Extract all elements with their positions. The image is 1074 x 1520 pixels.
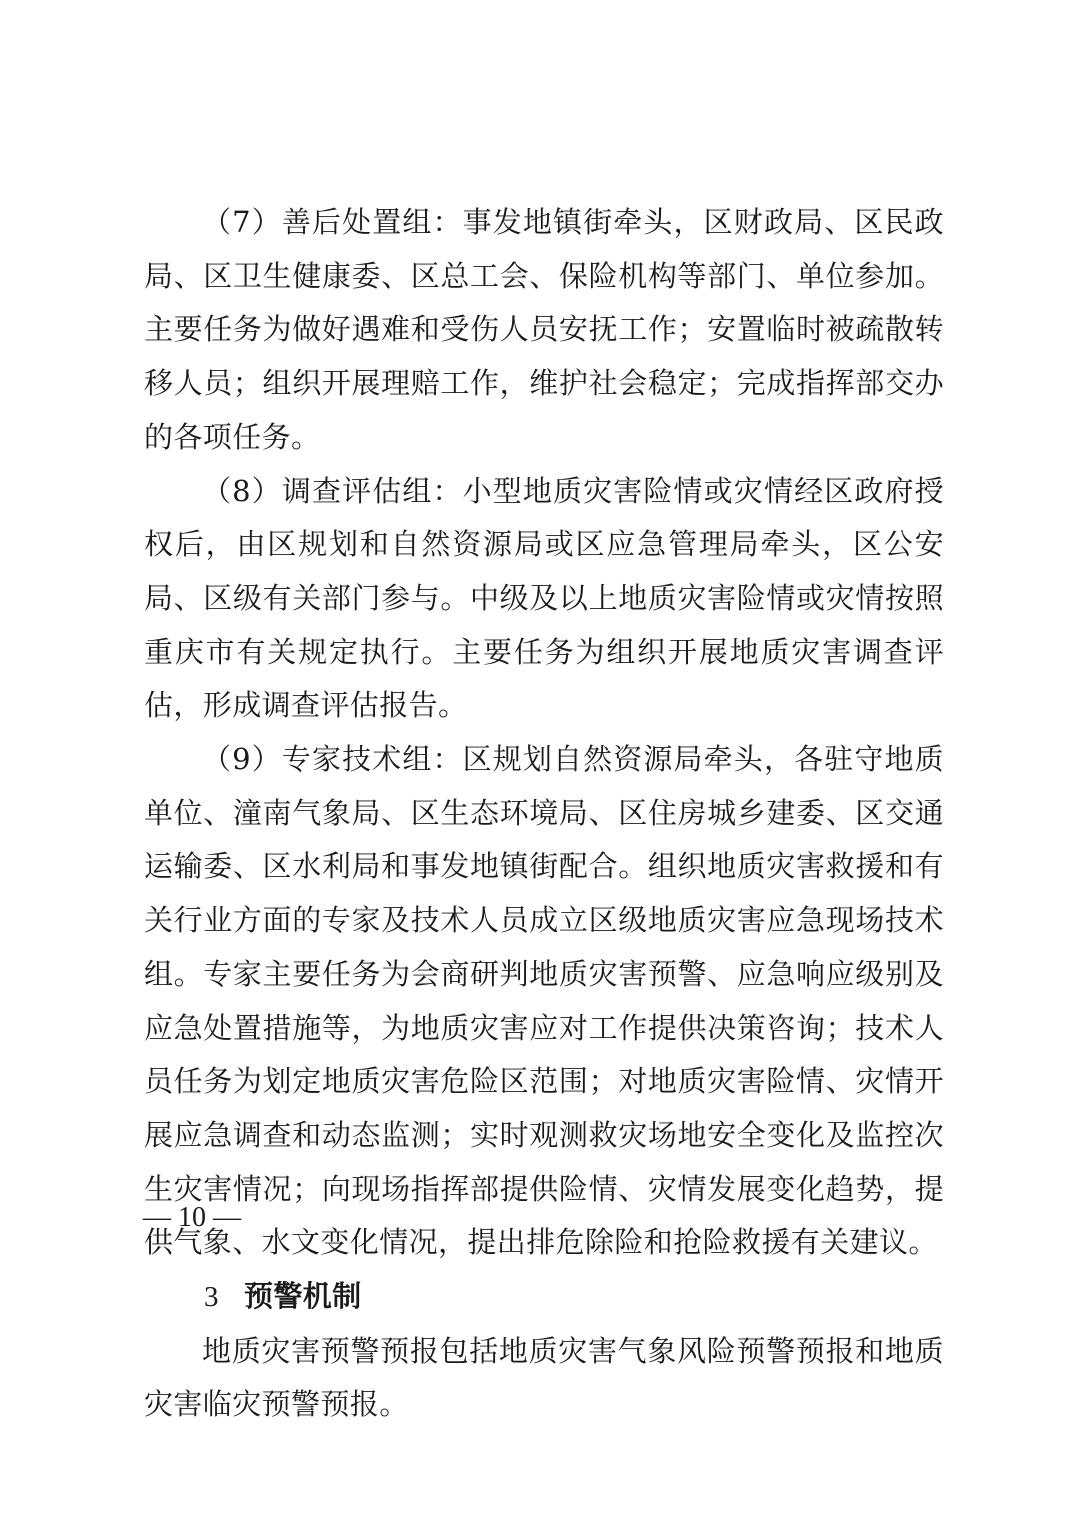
- paragraph-aftermath-group: （7）善后处置组：事发地镇街牵头，区财政局、区民政局、区卫生健康委、区总工会、保险机构等部门、单位参加。主要任务为做好遇难和受伤人员安抚工作；安置临时被疏散转移人员；组织开展理赔工作，维护社会稳定；完成指挥部交办的各项任务。: [144, 205, 944, 454]
- paragraph-investigation-group: （8）调查评估组：小型地质灾害险情或灾情经区政府授权后，由区规划和自然资源局或区应急管理局牵头，区公安局、区级有关部门参与。中级及以上地质灾害险情或灾情按照重庆市有关规定执行。主要任务为组织开展地质灾害调查评估，形成调查评估报告。: [144, 473, 944, 723]
- paragraph-warning-mechanism: 地质灾害预警预报包括地质灾害气象风险预警预报和地质灾害临灾预警预报。: [144, 1333, 944, 1422]
- section-number: 3: [204, 1281, 219, 1314]
- section-heading: [144, 1270, 944, 1325]
- section-title: 预警机制: [244, 1279, 362, 1314]
- page-number: — 10 —: [143, 1202, 241, 1233]
- document-body: [144, 196, 944, 1432]
- paragraph-expert-group: （9）专家技术组：区规划自然资源局牵头，各驻守地质单位、潼南气象局、区生态环境局、区住房城乡建委、区交通运输委、区水利局和事发地镇街配合。组织地质灾害救援和有关行业方面的专家及技术人员成立区级地质灾害应急现场技术组。专家主要任务为会商研判地质灾害预警、应急响应级别及应急处置措施等，为地质灾害应对工作提供决策咨询；技术人员任务为划定地质灾害危险区范围；对地质灾害险情、灾情开展应急调查和动态监测；实时观测救灾场地安全变化及监控次生灾害情况；向现场指挥部提供险情、灾情发展变化趋势，提供气象、水文变化情况，提出排危除险和抢险救援有关建议。: [144, 742, 944, 1260]
